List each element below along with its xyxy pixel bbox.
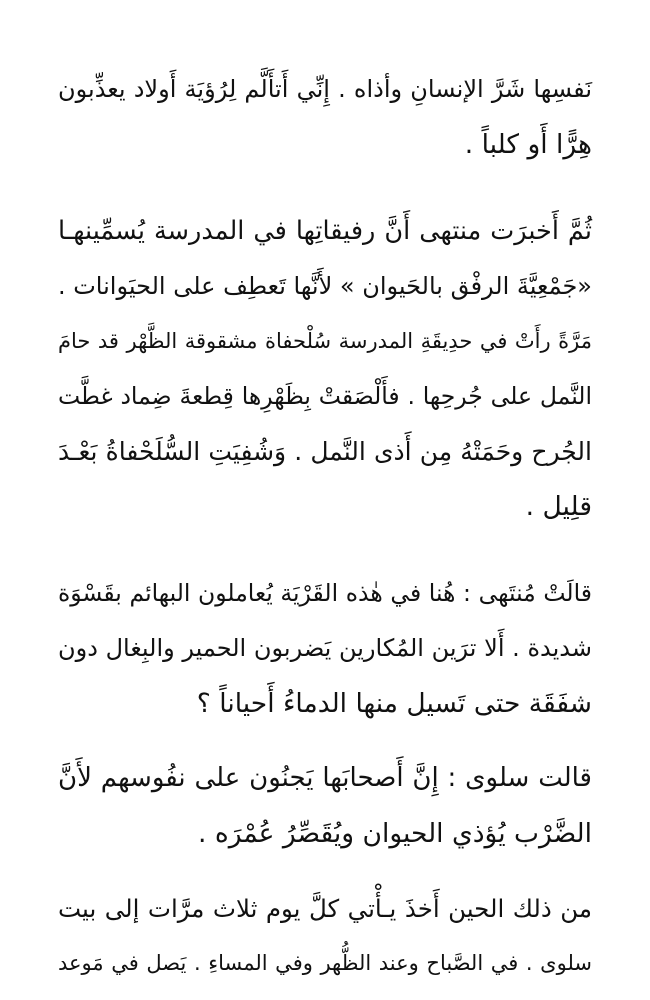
text-line: نَفسِها شَرَّ الإنسانِ وأذاه . إِنِّي أَتأَلَّم لِرُؤيَة أَولاد يعذِّبون	[58, 75, 592, 103]
text-line: هِرًّا أَو كلباً .	[464, 129, 592, 160]
paragraph-gap	[58, 534, 592, 566]
text-line: قالت سلوى : إِنَّ أَصحابَها يَجنُون على نفُوسهم لأَنَّ	[58, 763, 592, 793]
paragraph-1	[58, 62, 592, 172]
text-line: «جَمْعِيَّةَ الرفْق بالحَيوان » لأَنَّها تَعطِف على الحيَوانات .	[57, 272, 592, 300]
text-line: قالَتْ مُنتَهى : هُنا في هٰذه القَرْيَة يُعاملون البهائم بقَسْوَة	[58, 579, 592, 607]
document-page	[58, 62, 592, 991]
paragraph-3	[58, 566, 592, 731]
text-line: شديدة . أَلا ترَين المُكارين يَضربون الحمير والبِغال دون	[58, 634, 592, 662]
text-line: من ذلك الحين أَخذَ يـأْتي كلَّ يوم ثلاث مرَّات إلى بيت	[58, 894, 592, 923]
paragraph-4	[58, 751, 592, 861]
text-line: الضَّرْب يُؤذي الحيوان ويُقَصِّرُ عُمْرَه .	[197, 818, 592, 849]
text-line: قلِيل .	[525, 491, 592, 522]
text-line: سلوى . في الصَّباح وعند الظُّهر وفي المساءِ . يَصل في مَوعد	[58, 951, 592, 975]
paragraph-gap	[58, 731, 592, 751]
text-line: شفَقَة حتى تَسيل منها الدماءُ أَحياناً ؟	[196, 688, 592, 719]
text-line: النَّمل على جُرحِها . فأَلْصَقتْ بِظَهْرِها قِطعةَ ضِماد غطَّت	[58, 382, 592, 410]
paragraph-5	[58, 881, 592, 991]
text-line: الجُرح وحَمَتْهُ مِن أَذى النَّمل . وَشُفِيَتِ السُّلَحْفاةُ بَعْـدَ	[58, 437, 592, 466]
paragraph-gap	[58, 172, 592, 204]
text-line: ثُمَّ أَخبرَت منتهى أَنَّ رفيقاتِها في المدرسة يُسمِّينهـا	[58, 216, 592, 246]
text-line: مَرَّةً رأَتْ في حدِيقَةِ المدرسة سُلْحفاة مشقوقة الظَّهْر قد حامَ	[58, 329, 592, 353]
paragraph-gap	[58, 861, 592, 881]
paragraph-2	[58, 204, 592, 534]
